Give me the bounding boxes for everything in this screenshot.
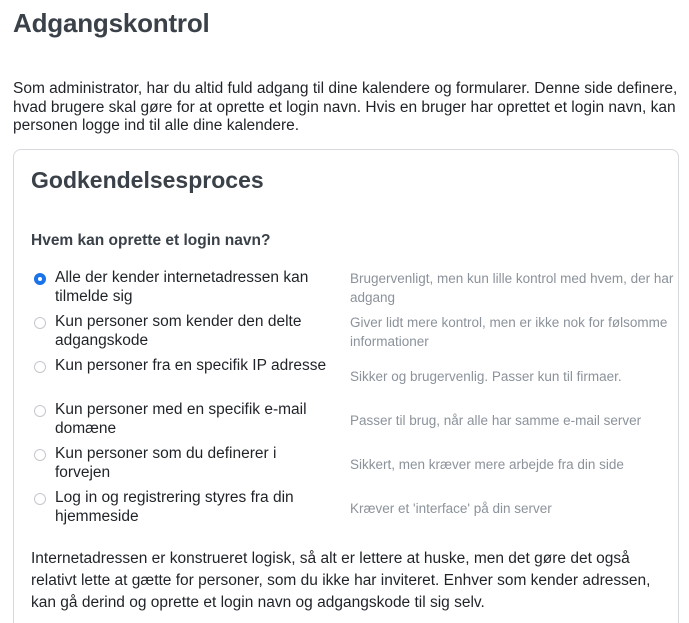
option-description: Brugervenligt, men kun lille kontrol med hvem, der har adgang xyxy=(350,271,674,305)
option-label[interactable]: Kun personer som kender den delte adgangskode xyxy=(55,313,302,349)
option-website-login[interactable] xyxy=(31,489,671,533)
option-description: Sikkert, men kræver mere arbejde fra din side xyxy=(350,457,624,472)
option-predefined-users[interactable] xyxy=(31,445,671,489)
option-label[interactable]: Kun personer fra en specifik IP adresse xyxy=(55,357,327,374)
option-description: Sikker og brugervenlig. Passer kun til firmaer. xyxy=(350,369,622,384)
option-public-url[interactable] xyxy=(31,269,674,313)
option-label[interactable]: Log in og registrering styres fra din hjemmeside xyxy=(55,489,294,525)
option-label[interactable]: Kun personer med en specifik e-mail domæne xyxy=(55,401,307,437)
card-title: Godkendelsesproces xyxy=(31,167,264,193)
option-ip-address[interactable] xyxy=(31,357,671,401)
option-description: Passer til brug, når alle har samme e-mail server xyxy=(350,413,642,428)
signup-options xyxy=(31,269,674,533)
intro-text: Som administrator, har du altid fuld adgang til dine kalendere og formularer. Denne side definere, hvad brugere skal gøre for at oprette et login navn. Hvis en bruger har oprettet et login navn, kan personen logge ind til alle dine kalendere. xyxy=(13,80,678,134)
option-explanation: Internetadressen er konstrueret logisk, så alt er lettere at huske, men det gøre det også relativt lette at gætte for personer, som du ikke har inviteret. Enhver som kender adressen, kan gå derind og oprette et login navn og adgangskode til sig selv. xyxy=(31,550,651,611)
page-title: Adgangskontrol xyxy=(13,8,210,38)
option-description: Kræver et 'interface' på din server xyxy=(350,501,552,516)
option-label[interactable]: Kun personer som du definerer i forvejen xyxy=(55,445,277,481)
radio-website-login[interactable] xyxy=(34,493,46,505)
radio-ip-address[interactable] xyxy=(34,361,46,373)
option-shared-password[interactable] xyxy=(31,313,671,357)
option-label[interactable]: Alle der kender internetadressen kan tilmelde sig xyxy=(55,269,309,305)
signup-question: Hvem kan oprette et login navn? xyxy=(31,232,271,249)
radio-shared-password[interactable] xyxy=(34,317,46,329)
radio-email-domain[interactable] xyxy=(34,405,46,417)
radio-public-url[interactable] xyxy=(34,273,46,285)
radio-predefined-users[interactable] xyxy=(34,449,46,461)
approval-process-card xyxy=(13,149,679,623)
option-description: Giver lidt mere kontrol, men er ikke nok for følsomme informationer xyxy=(350,315,668,349)
option-email-domain[interactable] xyxy=(31,401,671,445)
